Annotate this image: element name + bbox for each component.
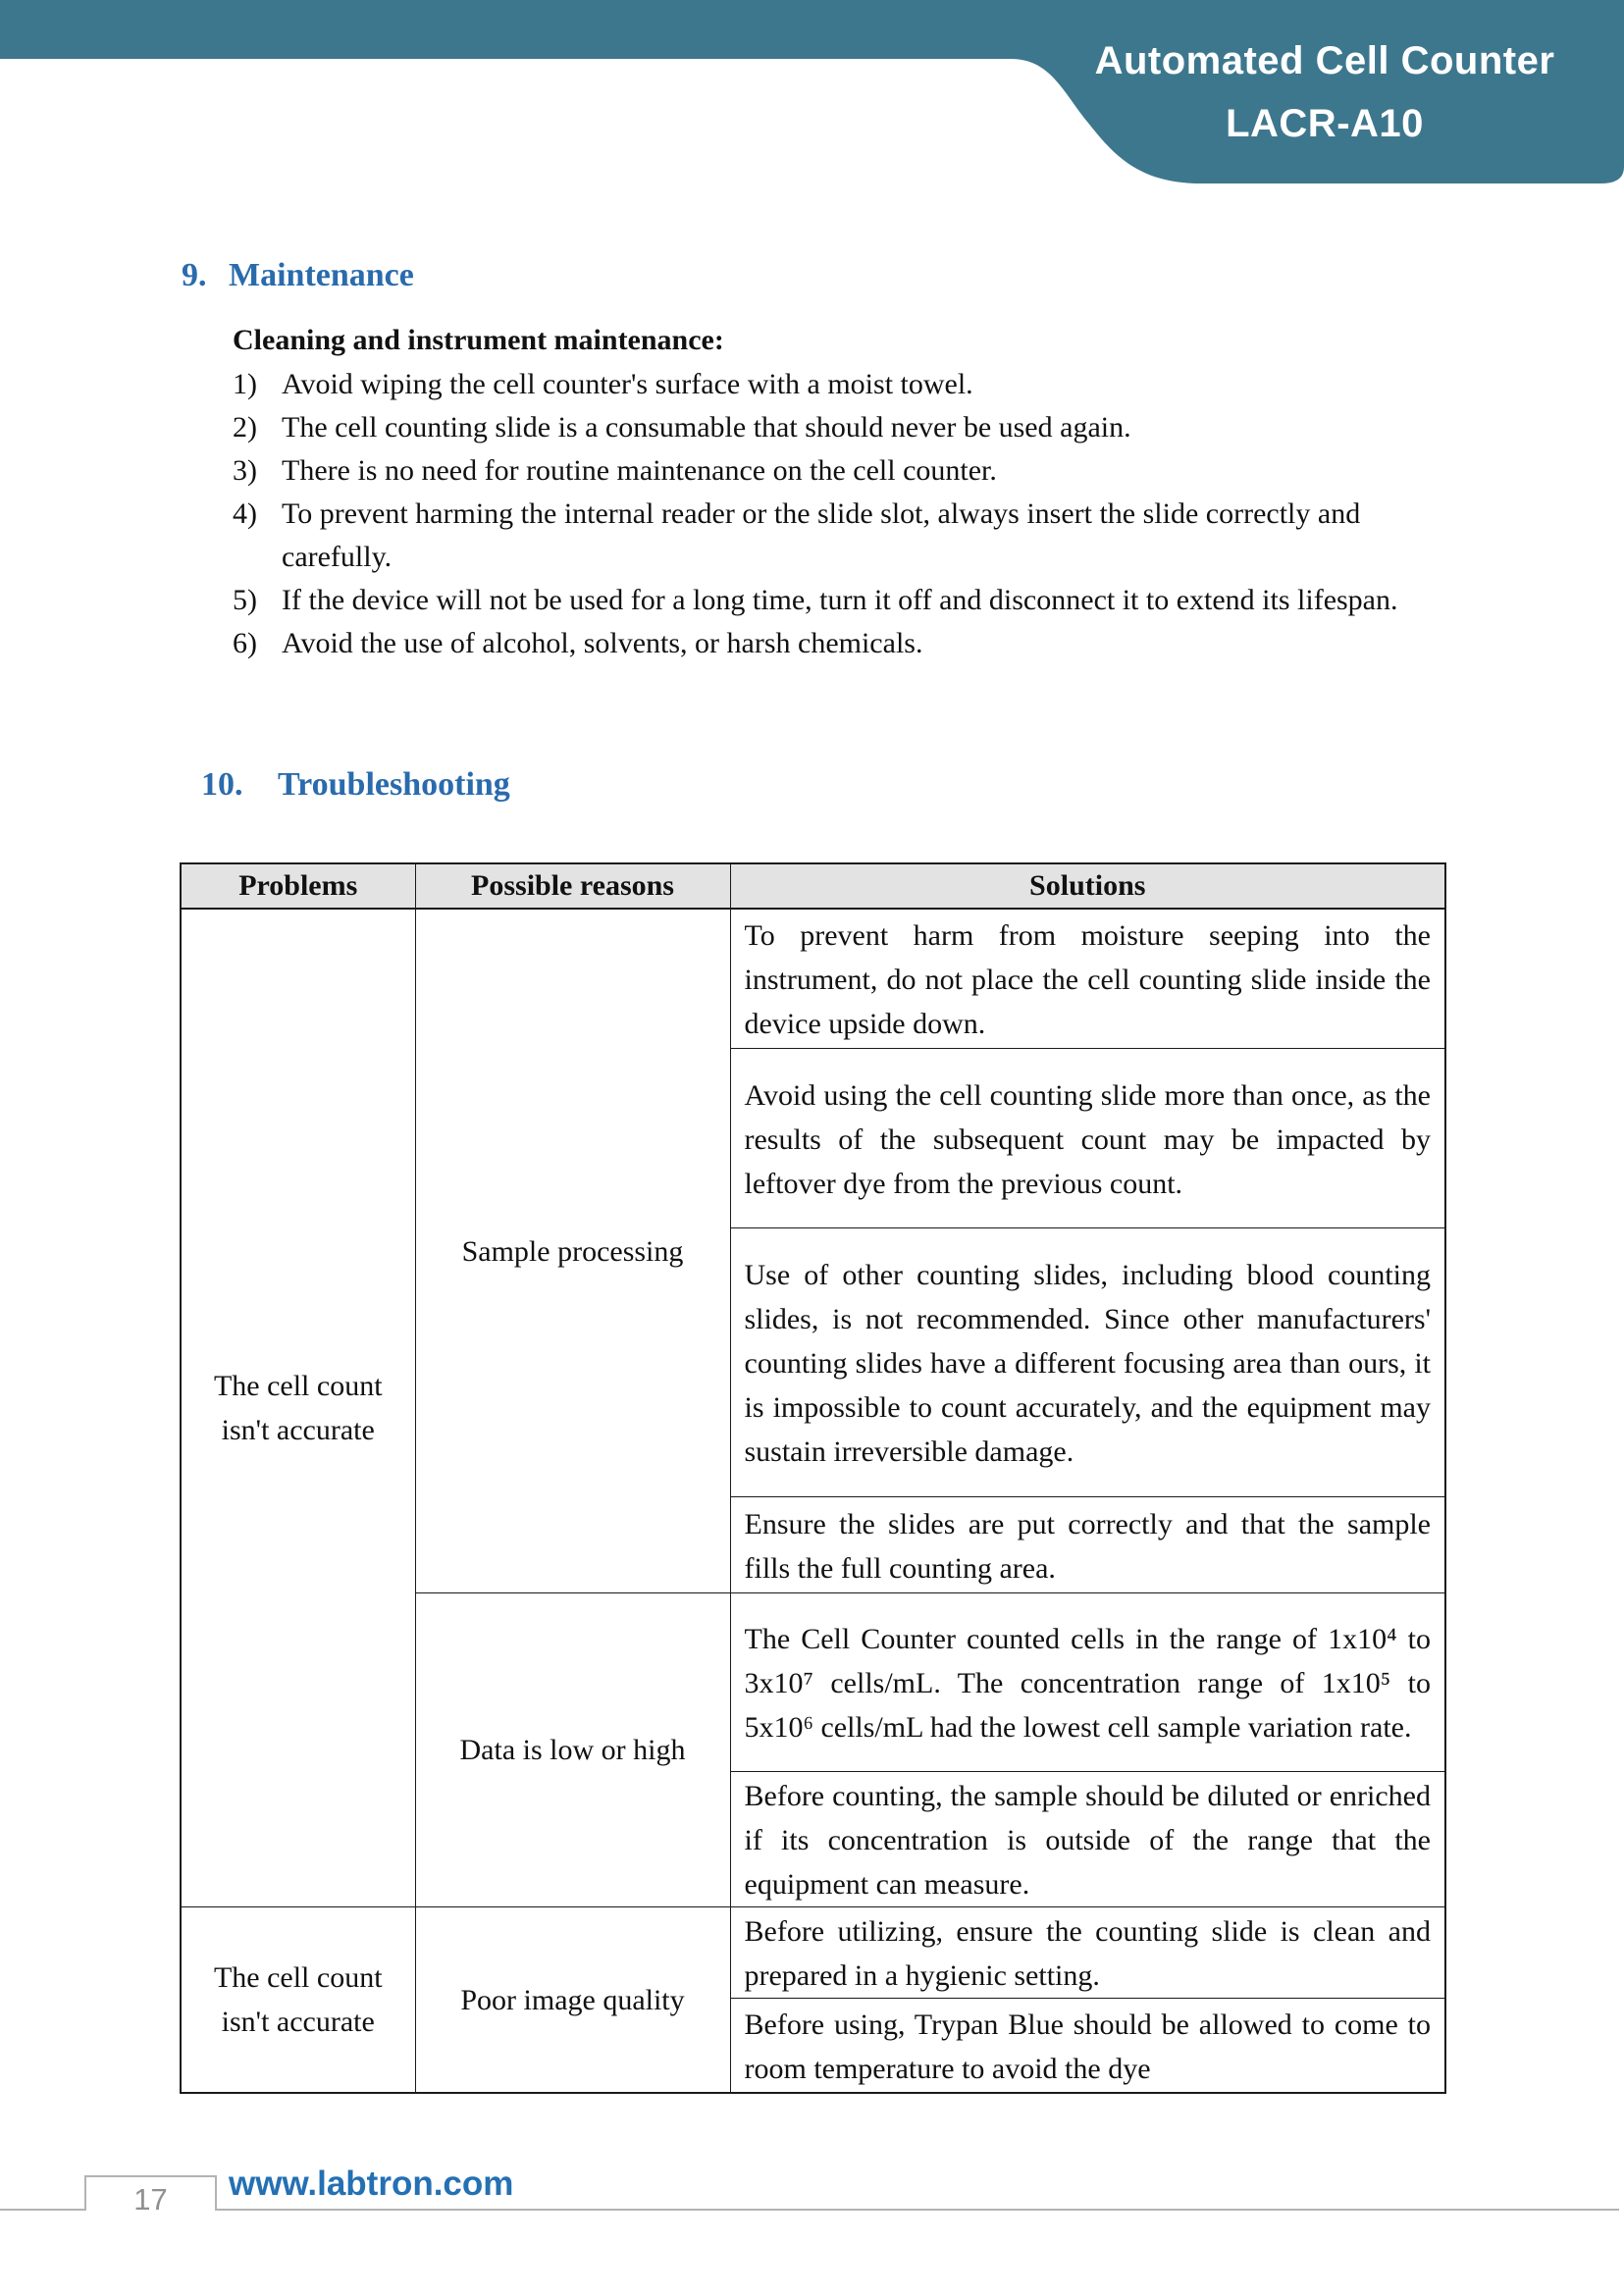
section-10-title: Troubleshooting	[278, 766, 510, 803]
list-item-number: 1)	[233, 368, 257, 400]
solution-cell: Avoid using the cell counting slide more than once, as the results of the subsequent count may be impacted by leftover dye from the previous count.	[730, 1049, 1445, 1228]
section-9-heading	[182, 257, 414, 294]
list-item	[233, 449, 1440, 493]
list-item-text: If the device will not be used for a long time, turn it off and disconnect it to extend its lifespan.	[282, 584, 1398, 616]
solution-cell: The Cell Counter counted cells in the range of 1x10⁴ to 3x10⁷ cells/mL. The concentration range of 1x10⁵ to 5x10⁶ cells/mL had the lowest cell sample variation rate.	[730, 1593, 1445, 1772]
list-item	[233, 622, 1440, 665]
list-item-number: 2)	[233, 411, 257, 443]
product-title-line1: Automated Cell Counter	[1094, 39, 1555, 82]
solution-cell: Ensure the slides are put correctly and that the sample fills the full counting area.	[730, 1497, 1445, 1593]
problem-cell: The cell count isn't accurate	[181, 1907, 415, 2094]
reason-cell: Sample processing	[415, 909, 730, 1593]
list-item	[233, 363, 1440, 406]
header-reasons: Possible reasons	[415, 863, 730, 909]
table-row	[181, 909, 1445, 1049]
list-item-number: 4)	[233, 497, 257, 530]
list-item	[233, 493, 1440, 579]
section-9-number: 9.	[182, 257, 207, 293]
list-item-text: To prevent harming the internal reader or the slide slot, always insert the slide correctly and carefully.	[282, 497, 1361, 573]
list-item-number: 3)	[233, 454, 257, 487]
section-10-number: 10.	[201, 766, 243, 803]
list-item-text: There is no need for routine maintenance on the cell counter.	[282, 454, 997, 487]
list-item-text: Avoid wiping the cell counter's surface with a moist towel.	[282, 368, 973, 400]
list-item-number: 5)	[233, 584, 257, 616]
table-header-row	[181, 863, 1445, 909]
header-problems: Problems	[181, 863, 415, 909]
section-10-heading	[182, 766, 510, 804]
solution-cell: Before counting, the sample should be diluted or enriched if its concentration is outside of the range that the equipment can measure.	[730, 1772, 1445, 1907]
list-item-text: Avoid the use of alcohol, solvents, or harsh chemicals.	[282, 627, 923, 659]
solution-cell: Before utilizing, ensure the counting slide is clean and prepared in a hygienic setting.	[730, 1907, 1445, 1999]
table-row	[181, 1907, 1445, 1999]
solution-cell: To prevent harm from moisture seeping into the instrument, do not place the cell counting slide inside the device upside down.	[730, 909, 1445, 1049]
list-item	[233, 406, 1440, 449]
troubleshooting-table	[180, 862, 1446, 2094]
cleaning-subtitle: Cleaning and instrument maintenance:	[233, 324, 724, 356]
list-item-text: The cell counting slide is a consumable that should never be used again.	[282, 411, 1131, 443]
solution-cell: Before using, Trypan Blue should be allowed to come to room temperature to avoid the dye	[730, 1999, 1445, 2094]
product-model: LACR-A10	[1226, 102, 1424, 145]
list-item	[233, 579, 1440, 622]
website-link[interactable]: www.labtron.com	[229, 2165, 514, 2203]
maintenance-list	[233, 363, 1440, 665]
list-item-number: 6)	[233, 627, 257, 659]
product-title	[1045, 29, 1604, 155]
header-solutions: Solutions	[730, 863, 1445, 909]
page-number: 17	[133, 2182, 168, 2217]
reason-cell: Poor image quality	[415, 1907, 730, 2094]
problem-cell: The cell count isn't accurate	[181, 909, 415, 1907]
section-9-title: Maintenance	[229, 257, 414, 293]
reason-cell: Data is low or high	[415, 1593, 730, 1907]
solution-cell: Use of other counting slides, including blood counting slides, is not recommended. Since other manufacturers' counting slides have a different focusing area than ours, it is impossible to count accurately, and the equipment may sustain irreversible damage.	[730, 1228, 1445, 1497]
